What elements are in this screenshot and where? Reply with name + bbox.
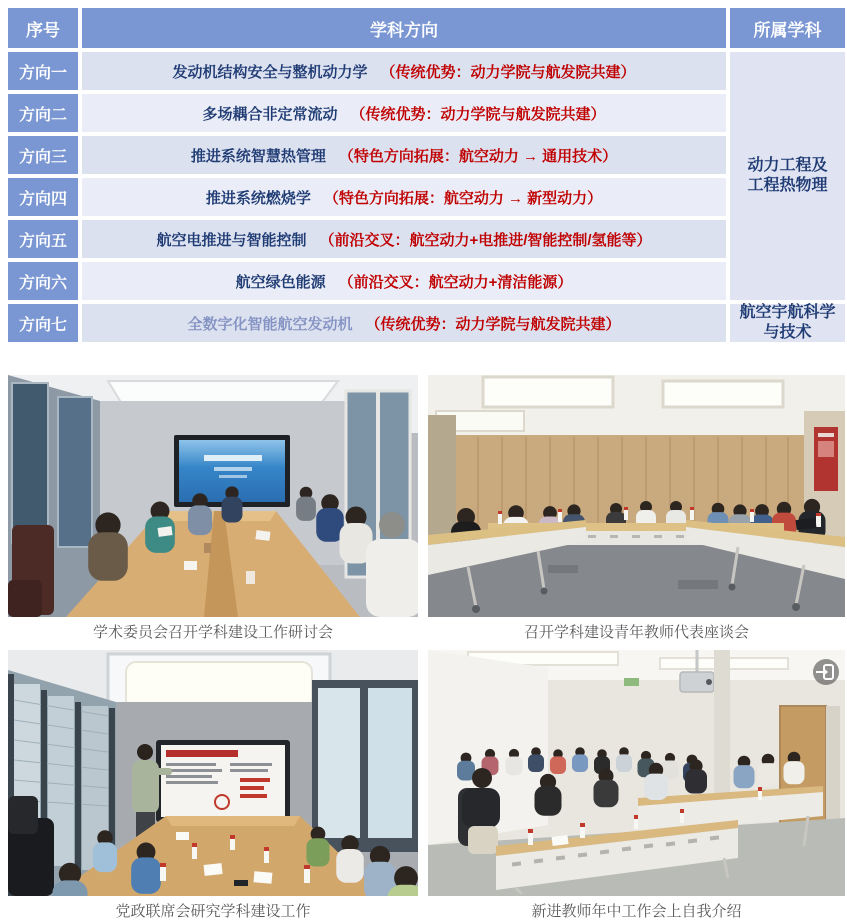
row-7-note: （传统优势：动力学院与航发院共建）	[365, 315, 621, 333]
slide-line	[214, 467, 252, 471]
table-row	[82, 178, 726, 216]
header-discipline: 所属学科	[730, 8, 845, 48]
row-2-direction: 多场耦合非定常流动	[202, 105, 338, 123]
audience-right-row	[734, 752, 805, 789]
discipline-line2: 与技术	[763, 324, 812, 341]
discipline-aerospace-science	[730, 304, 845, 342]
discipline-power-engineering	[730, 52, 845, 300]
laptop	[796, 518, 817, 530]
row-5-note: （前沿交叉：航空动力+电推进/智能控制/氢能等）	[319, 231, 652, 249]
row-5-direction: 航空电推进与智能控制	[156, 231, 307, 249]
attendee-gray-hair	[379, 512, 405, 538]
photo-caption-1: 学术委员会召开学科建设工作研讨会	[92, 623, 333, 641]
row-3-direction: 推进系统智慧热管理	[190, 147, 326, 165]
header-direction: 学科方向	[82, 8, 726, 48]
row-2-note: （传统优势：动力学院与航发院共建）	[350, 105, 606, 123]
ceiling-light	[663, 381, 783, 407]
discipline-line1: 动力工程及	[747, 157, 828, 174]
right-window-glass	[318, 688, 360, 838]
photo-caption-2: 召开学科建设青年教师代表座谈会	[523, 623, 749, 641]
slide-title-red	[166, 750, 238, 757]
discipline-line1: 航空宇航科学	[739, 304, 836, 321]
photo-new-teachers-meeting[interactable]	[428, 650, 845, 896]
row-3-note: （特色方向拓展：航空动力 → 通用技术）	[338, 147, 618, 165]
paper	[255, 530, 270, 541]
row-1-note: （传统优势：动力学院与航发院共建）	[380, 63, 636, 81]
table-row	[82, 94, 726, 132]
table-row	[82, 304, 726, 342]
left-window	[12, 383, 48, 543]
row-4-index: 方向四	[8, 178, 78, 216]
table-row	[82, 52, 726, 90]
table-highlight	[166, 816, 300, 826]
front-man-shirt	[462, 788, 500, 828]
row-6-note: （前沿交叉：航空动力+清洁能源）	[338, 273, 573, 291]
left-window	[58, 397, 92, 547]
pillar	[714, 650, 730, 802]
row-7-direction: 全数字化智能航空发动机	[187, 315, 353, 333]
row-7-index: 方向七	[8, 304, 78, 342]
photo-caption-3: 党政联席会研究学科建设工作	[115, 902, 311, 920]
photo-party-admin-joint-meeting[interactable]	[8, 650, 418, 896]
row-1-direction: 发动机结构安全与整机动力学	[172, 63, 368, 81]
chair	[8, 580, 42, 617]
row-6-index: 方向六	[8, 262, 78, 300]
photo-young-teachers-symposium[interactable]	[428, 375, 845, 617]
discipline-direction-table	[8, 8, 845, 342]
paper	[184, 561, 197, 570]
cup	[246, 571, 255, 584]
row-4-note: （特色方向拓展：航空动力 → 新型动力）	[323, 189, 603, 207]
exit-sign	[624, 678, 639, 686]
row-6-direction: 航空绿色能源	[235, 273, 326, 291]
header-index: 序号	[8, 8, 78, 48]
enter-fullscreen-icon[interactable]	[813, 659, 839, 685]
table-row	[82, 262, 726, 300]
slide-title	[204, 455, 262, 461]
row-5-index: 方向五	[8, 220, 78, 258]
photo-caption-4: 新进教师年中工作会上自我介绍	[531, 902, 742, 920]
projector-lens	[706, 679, 712, 685]
meeting-room-illustration	[8, 650, 418, 896]
door-frame	[826, 706, 840, 834]
chair	[8, 796, 38, 834]
ceiling-light	[483, 377, 613, 407]
meeting-room-illustration	[8, 375, 418, 617]
row-2-index: 方向二	[8, 94, 78, 132]
poster-image	[818, 441, 834, 457]
floor-shade	[548, 565, 578, 573]
photo-academic-committee-seminar[interactable]	[8, 375, 418, 617]
table-row	[82, 136, 726, 174]
slide-line	[219, 475, 247, 478]
discipline-line2: 工程热物理	[747, 177, 828, 194]
right-window-glass	[368, 688, 412, 838]
conference-room-illustration	[428, 375, 845, 617]
floor-shade	[678, 580, 718, 589]
attendee	[366, 539, 418, 617]
row-4-direction: 推进系统燃烧学	[205, 189, 311, 207]
row-1-index: 方向一	[8, 52, 78, 90]
poster-line	[818, 433, 834, 437]
phone	[234, 880, 248, 886]
lecture-room-illustration	[428, 650, 845, 896]
row-3-index: 方向三	[8, 136, 78, 174]
front-man-head	[472, 768, 492, 788]
front-man-pants	[468, 826, 498, 854]
cup	[204, 543, 211, 553]
table-row	[82, 220, 726, 258]
